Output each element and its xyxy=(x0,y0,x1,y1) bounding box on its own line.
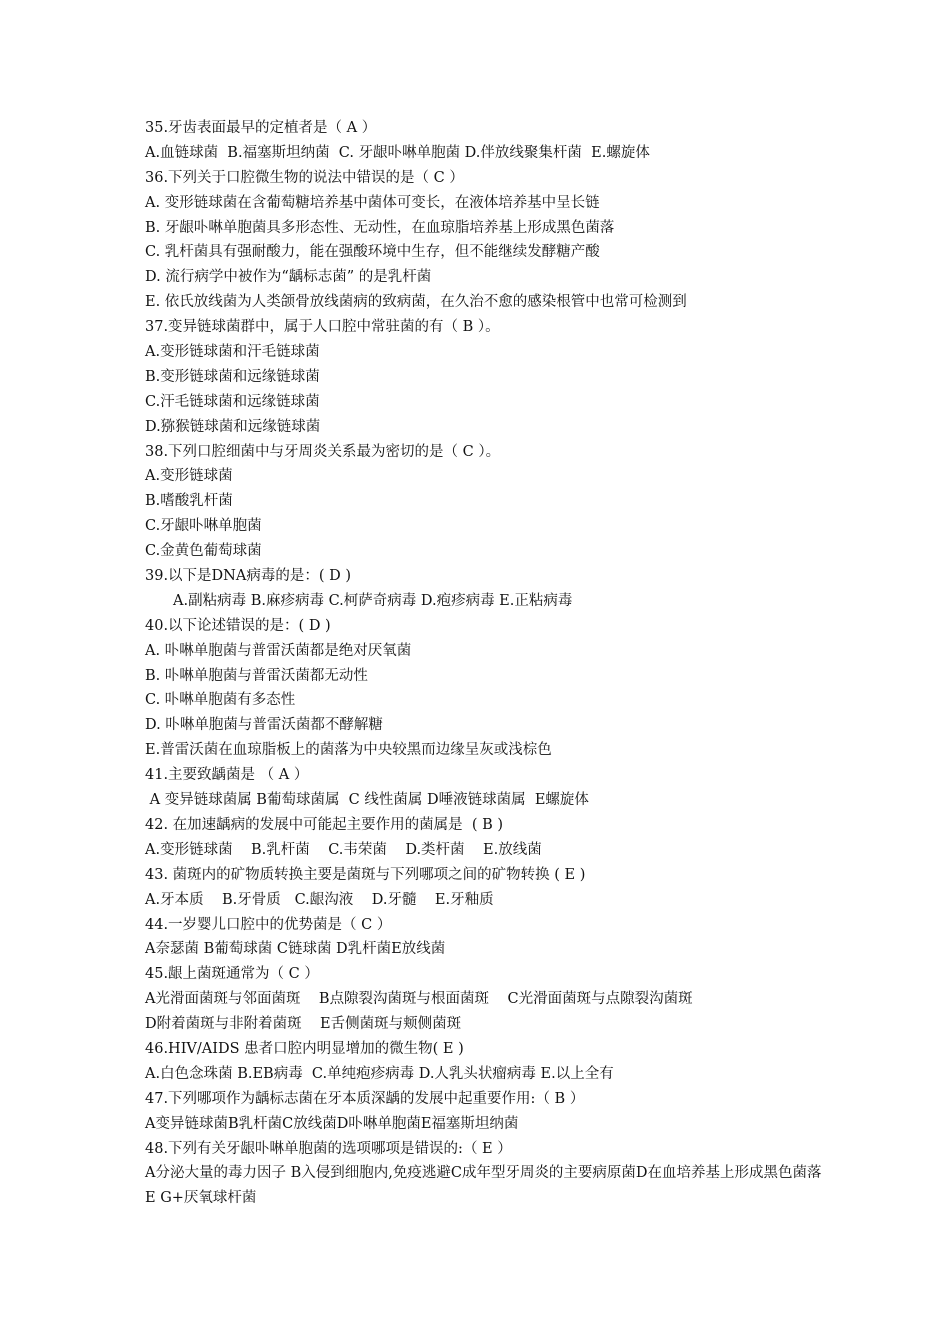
question-42: 42. 在加速龋病的发展中可能起主要作用的菌属是 ( B ) xyxy=(145,816,504,833)
question-36-option-a: A. 变形链球菌在含葡萄糖培养基中菌体可变长，在液体培养基中呈长链 xyxy=(145,194,600,211)
question-45: 45.龈上菌斑通常为（ C ） xyxy=(145,966,319,983)
question-38-option-a: A.变形链球菌 xyxy=(145,468,233,485)
question-38-option-b: B.嗜酸乳杆菌 xyxy=(145,493,233,510)
question-39-options: A.副粘病毒 B.麻疹病毒 C.柯萨奇病毒 D.疱疹病毒 E.正粘病毒 xyxy=(173,592,573,609)
question-39: 39.以下是DNA病毒的是：( D ) xyxy=(145,568,352,585)
question-35: 35.牙齿表面最早的定植者是（ A ） xyxy=(145,120,377,136)
question-46-options: A.白色念珠菌 B.EB病毒 C.单纯疱疹病毒 D.人乳头状瘤病毒 E.以上全有 xyxy=(145,1065,614,1082)
question-36: 36.下列关于口腔微生物的说法中错误的是（ C ） xyxy=(145,169,464,186)
question-40: 40.以下论述错误的是：( D ) xyxy=(145,617,331,634)
question-36-option-e: E. 依氏放线菌为人类颌骨放线菌病的致病菌，在久治不愈的感染根管中也常可检测到 xyxy=(145,294,687,311)
question-44-options: A奈瑟菌 B葡萄球菌 C链球菌 D乳杆菌E放线菌 xyxy=(145,941,446,958)
question-38: 38.下列口腔细菌中与牙周炎关系最为密切的是（ C ）。 xyxy=(145,443,501,460)
question-44: 44.一岁婴儿口腔中的优势菌是（ C ） xyxy=(145,916,392,933)
question-38-option-c2: C.金黄色葡萄球菌 xyxy=(145,543,262,560)
question-47: 47.下列哪项作为龋标志菌在牙本质深龋的发展中起重要作用:（ B ） xyxy=(145,1090,585,1107)
question-37-option-c: C.汗毛链球菌和远缘链球菌 xyxy=(145,393,320,410)
question-35-options: A.血链球菌 B.福塞斯坦纳菌 C. 牙龈卟啉单胞菌 D.伴放线聚集杆菌 E.螺旋体 xyxy=(145,144,650,161)
question-48: 48.下列有关牙龈卟啉单胞菌的选项哪项是错误的:（ E ） xyxy=(145,1140,512,1157)
question-43-options: A.牙本质 B.牙骨质 C.龈沟液 D.牙髓 E.牙釉质 xyxy=(145,891,494,908)
question-40-option-b: B. 卟啉单胞菌与普雷沃菌都无动性 xyxy=(145,667,368,684)
question-45-options-2: D附着菌斑与非附着菌斑 E舌侧菌斑与颊侧菌斑 xyxy=(145,1016,462,1033)
question-36-option-b: B. 牙龈卟啉单胞菌具多形态性、无动性，在血琼脂培养基上形成黑色菌落 xyxy=(145,219,615,236)
question-41-options: A 变异链球菌属 B葡萄球菌属 C 线性菌属 D唾液链球菌属 E螺旋体 xyxy=(145,792,589,809)
question-48-options: A分泌大量的毒力因子 B入侵到细胞内,免疫逃避C成年型牙周炎的主要病原菌D在血培养基上形成黑色菌落E G+厌氧球杆菌 xyxy=(145,1165,822,1207)
question-46: 46.HIV/AIDS 患者口腔内明显增加的微生物( E ) xyxy=(145,1040,464,1057)
question-41: 41.主要致龋菌是 （ A ） xyxy=(145,767,309,784)
question-37-option-d: D.猕猴链球菌和远缘链球菌 xyxy=(145,418,321,435)
question-37: 37.变异链球菌群中，属于人口腔中常驻菌的有（ B ）。 xyxy=(145,319,500,336)
question-40-option-e: E.普雷沃菌在血琼脂板上的菌落为中央较黑而边缘呈灰或浅棕色 xyxy=(145,742,552,759)
question-36-option-d: D. 流行病学中被作为“龋标志菌” 的是乳杆菌 xyxy=(145,269,432,286)
question-43: 43. 菌斑内的矿物质转换主要是菌斑与下列哪项之间的矿物转换 ( E ) xyxy=(145,866,586,883)
question-38-option-c: C.牙龈卟啉单胞菌 xyxy=(145,518,262,535)
question-37-option-b: B.变形链球菌和远缘链球菌 xyxy=(145,368,320,385)
question-40-option-d: D. 卟啉单胞菌与普雷沃菌都不酵解糖 xyxy=(145,717,383,734)
question-47-options: A变异链球菌B乳杆菌C放线菌D卟啉单胞菌E福塞斯坦纳菌 xyxy=(145,1115,519,1132)
question-40-option-a: A. 卟啉单胞菌与普雷沃菌都是绝对厌氧菌 xyxy=(145,642,412,659)
question-37-option-a: A.变形链球菌和汗毛链球菌 xyxy=(145,344,320,361)
question-42-options: A.变形链球菌 B.乳杆菌 C.韦荣菌 D.类杆菌 E.放线菌 xyxy=(145,841,542,858)
question-36-option-c: C. 乳杆菌具有强耐酸力，能在强酸环境中生存，但不能继续发酵糖产酸 xyxy=(145,244,600,261)
document-body xyxy=(145,116,825,1211)
question-45-options-1: A光滑面菌斑与邻面菌斑 B点隙裂沟菌斑与根面菌斑 C光滑面菌斑与点隙裂沟菌斑 xyxy=(145,991,693,1008)
question-40-option-c: C. 卟啉单胞菌有多态性 xyxy=(145,692,296,709)
